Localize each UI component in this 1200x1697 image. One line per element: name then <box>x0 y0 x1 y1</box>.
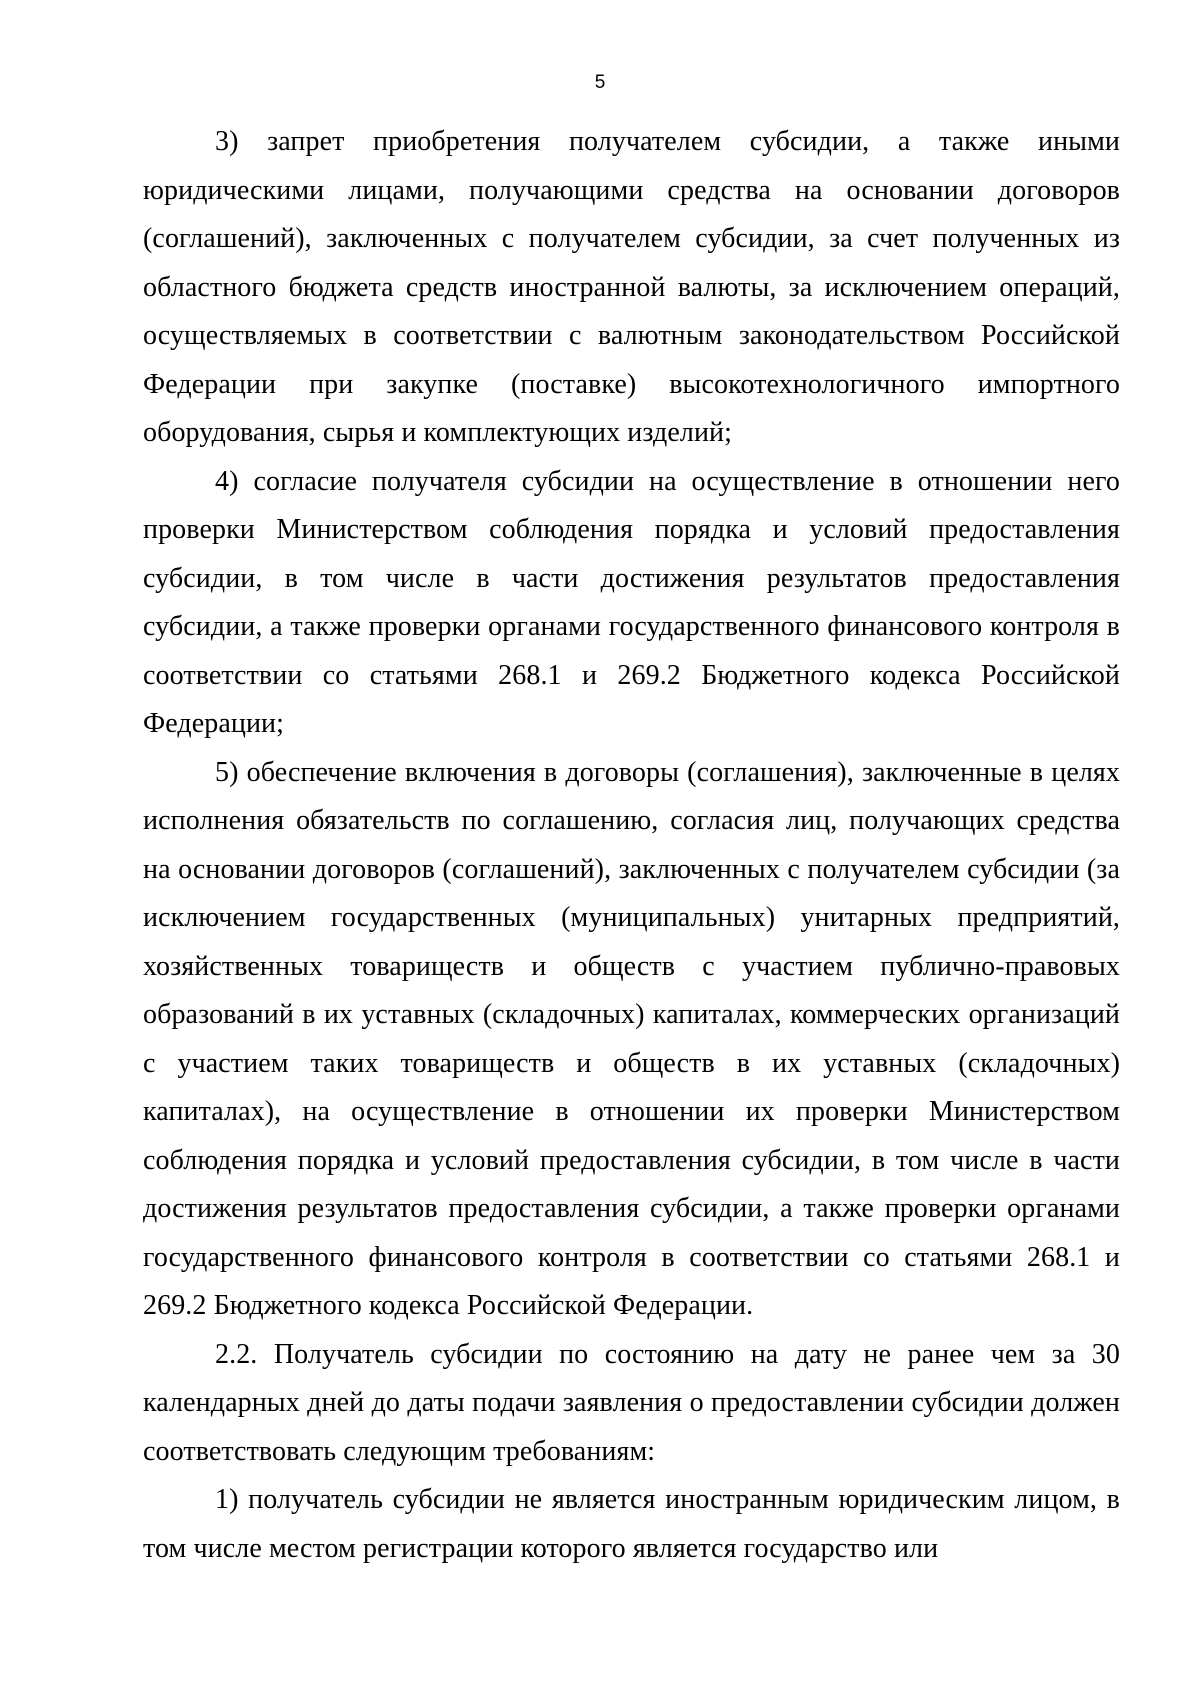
paragraph-item-4: 4) согласие получателя субсидии на осуществление в отношении него проверки Министерством соблюдения порядка и условий предоставления субсидии, в том числе в части достижения результатов предоставления субсидии, а также проверки органами государственного финансового контроля в соответствии со статьями 268.1 и 269.2 Бюджетного кодекса Российской Федерации; <box>143 465 1120 739</box>
paragraph-item-3: 3) запрет приобретения получателем субсидии, а также иными юридическими лицами, получающими средства на основании договоров (соглашений), заключенных с получателем субсидии, за счет полученных из областного бюджета средств иностранной валюты, за исключением операций, осуществляемых в соответствии с валютным законодательством Российской Федерации при закупке (поставке) высокотехнологичного импортного оборудования, сырья и комплектующих изделий; <box>143 126 1120 448</box>
paragraph-item-5: 5) обеспечение включения в договоры (соглашения), заключенные в целях исполнения обязательств по соглашению, согласия лиц, получающих средства на основании договоров (соглашений), заключенных с получателем субсидии (за исключением государственных (муниципальных) унитарных предприятий, хозяйственных товариществ и обществ с участием публично-правовых образований в их уставных (складочных) капиталах, коммерческих организаций с участием таких товариществ и обществ в их уставных (складочных) капиталах), на осуществление в отношении их проверки Министерством соблюдения порядка и условий предоставления субсидии, в том числе в части достижения результатов предоставления субсидии, а также проверки органами государственного финансового контроля в соответствии со статьями 268.1 и 269.2 Бюджетного кодекса Российской Федерации. <box>143 756 1120 1321</box>
paragraph-requirement-1: 1) получатель субсидии не является иностранным юридическим лицом, в том числе местом регистрации которого является государство или <box>143 1484 1120 1564</box>
document-body <box>143 118 1120 1573</box>
page-number: 5 <box>594 72 606 93</box>
paragraph-section-2-2: 2.2. Получатель субсидии по состоянию на дату не ранее чем за 30 календарных дней до даты подачи заявления о предоставлении субсидии должен соответствовать следующим требованиям: <box>143 1338 1120 1467</box>
